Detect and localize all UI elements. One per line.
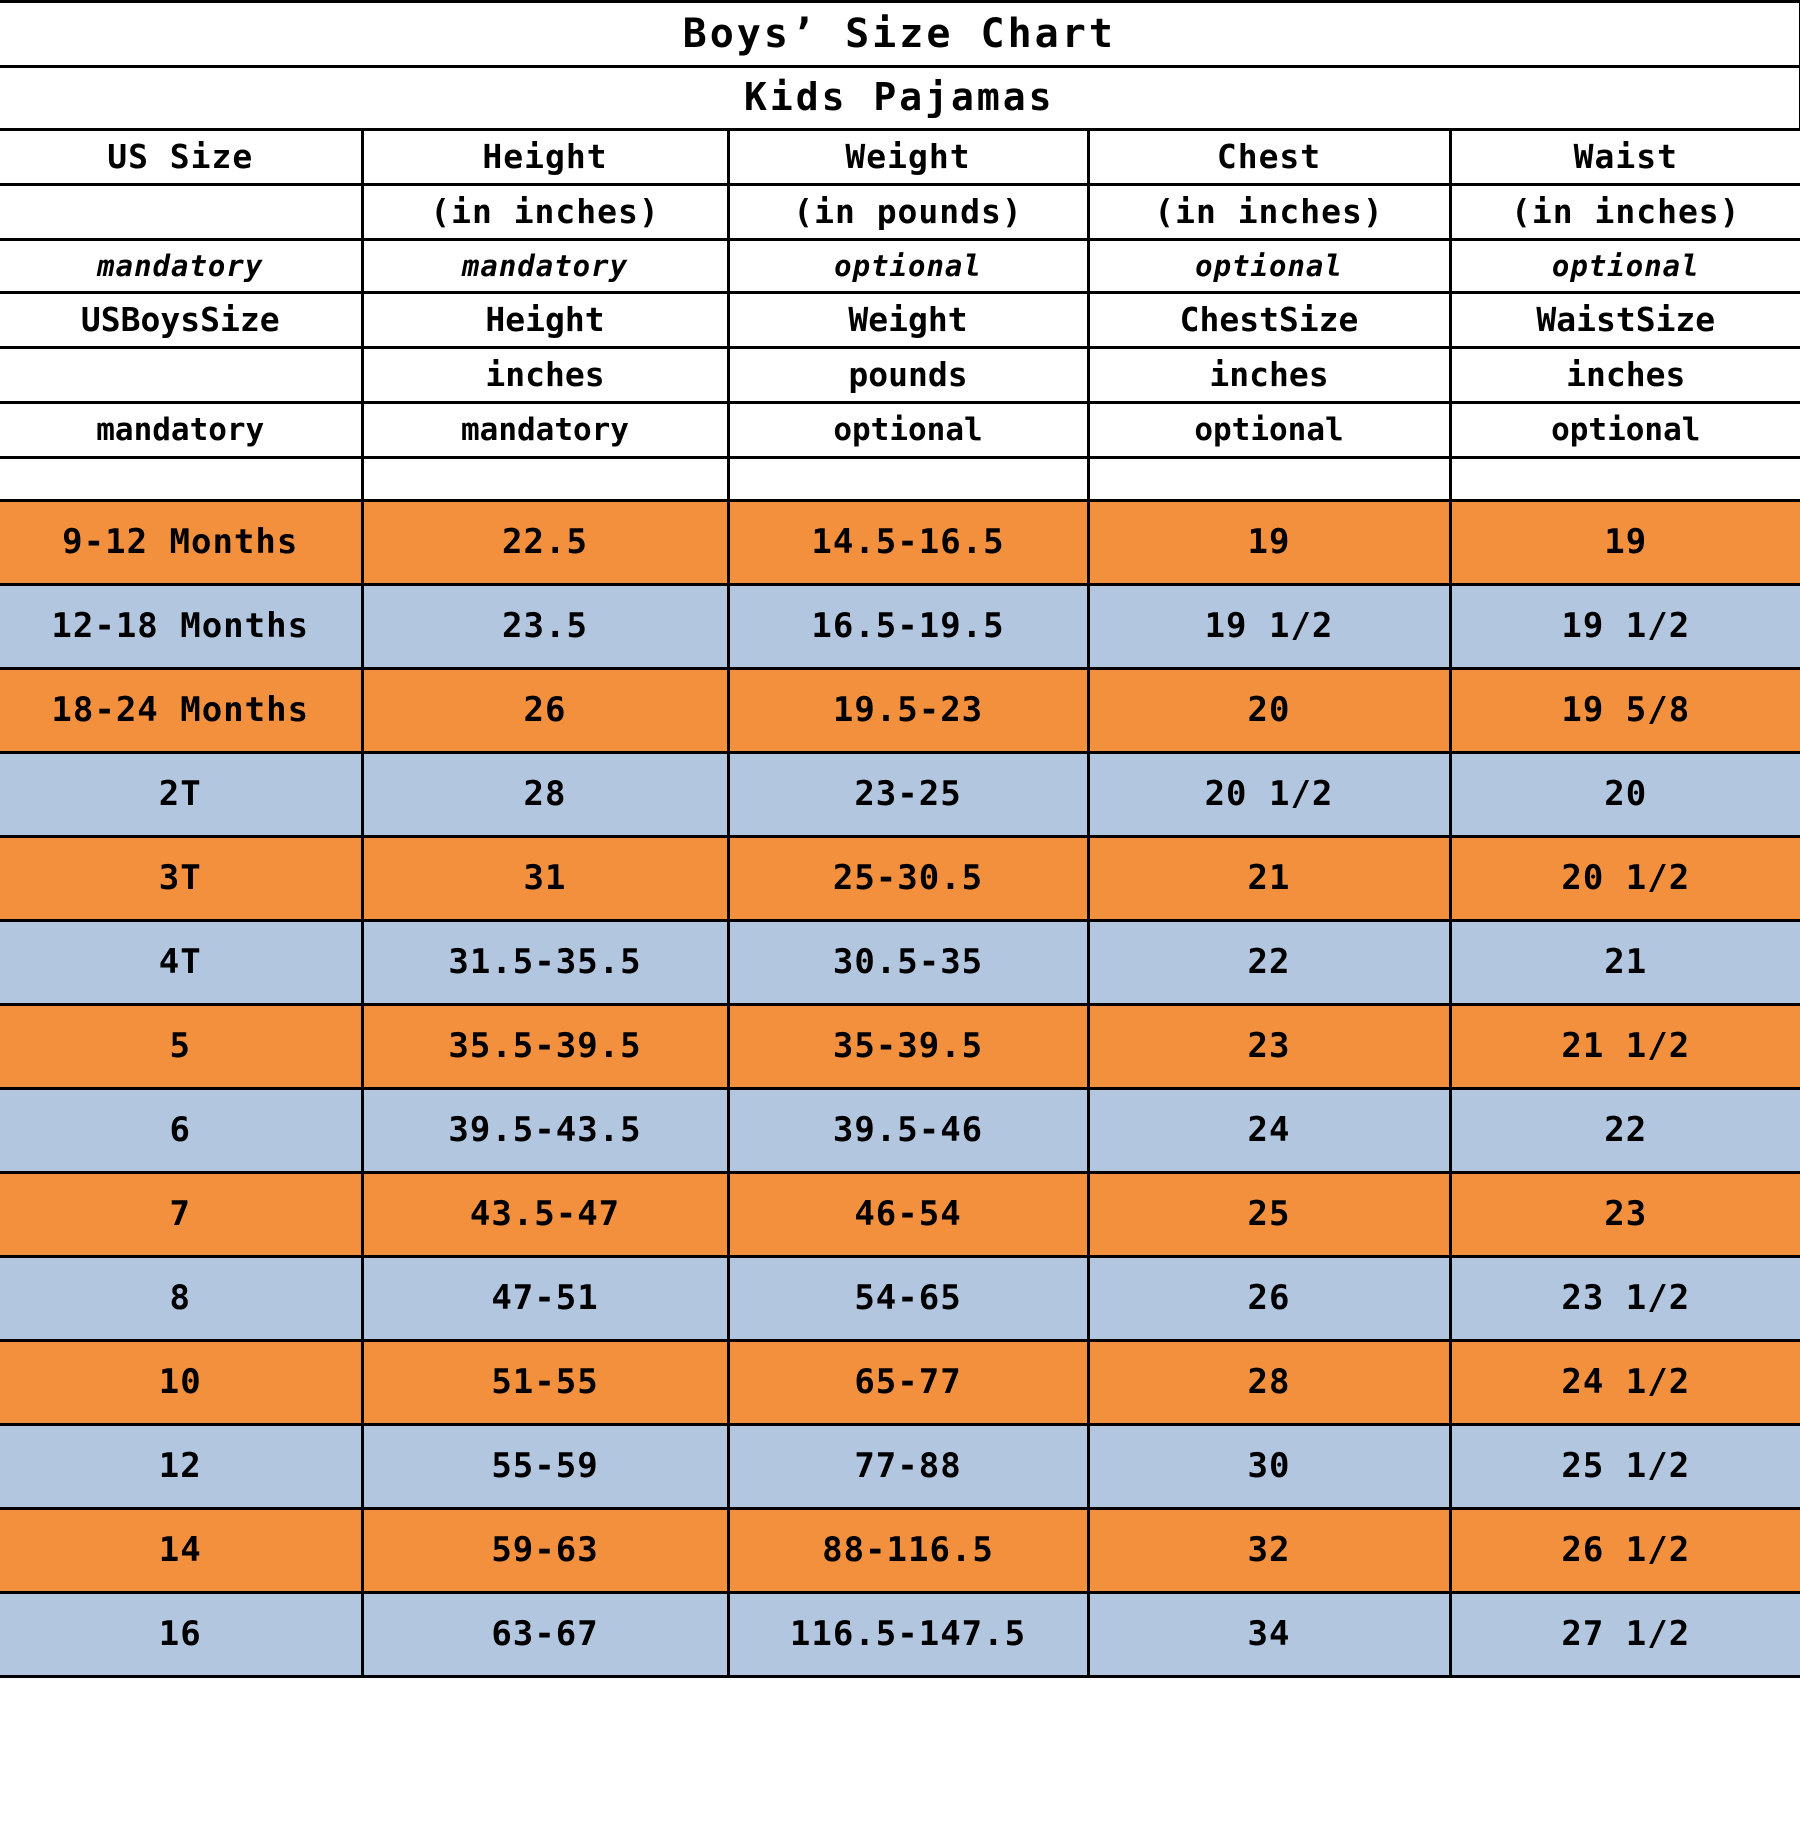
cell-height: 35.5-39.5 xyxy=(362,1005,728,1089)
header-row-notes-italic xyxy=(0,240,1800,293)
cell-height: 31.5-35.5 xyxy=(362,921,728,1005)
cell-weight: 65-77 xyxy=(728,1341,1088,1425)
cell-chest: 20 xyxy=(1088,669,1450,753)
field-name-us-boys-size: USBoysSize xyxy=(0,293,362,348)
cell-chest: 30 xyxy=(1088,1425,1450,1509)
cell-weight: 88-116.5 xyxy=(728,1509,1088,1593)
cell-weight: 23-25 xyxy=(728,753,1088,837)
field-unit-chest: inches xyxy=(1088,348,1450,403)
cell-size: 2T xyxy=(0,753,362,837)
cell-size: 18-24 Months xyxy=(0,669,362,753)
cell-size: 8 xyxy=(0,1257,362,1341)
table-row xyxy=(0,1341,1800,1425)
header-row-primary xyxy=(0,130,1800,185)
table-row xyxy=(0,1173,1800,1257)
cell-chest: 19 xyxy=(1088,501,1450,585)
field-note-waist: optional xyxy=(1450,403,1800,458)
note-waist: optional xyxy=(1450,240,1800,293)
cell-chest: 20 1/2 xyxy=(1088,753,1450,837)
unit-weight: (in pounds) xyxy=(728,185,1088,240)
note-chest: optional xyxy=(1088,240,1450,293)
cell-height: 26 xyxy=(362,669,728,753)
divider-cell-3 xyxy=(1088,458,1450,501)
table-row xyxy=(0,1089,1800,1173)
cell-height: 31 xyxy=(362,837,728,921)
header-body-divider xyxy=(0,458,1800,501)
cell-size: 10 xyxy=(0,1341,362,1425)
note-us-size: mandatory xyxy=(0,240,362,293)
cell-chest: 21 xyxy=(1088,837,1450,921)
field-unit-us-boys-size xyxy=(0,348,362,403)
cell-chest: 25 xyxy=(1088,1173,1450,1257)
note-weight: optional xyxy=(728,240,1088,293)
cell-weight: 19.5-23 xyxy=(728,669,1088,753)
cell-waist: 27 1/2 xyxy=(1450,1593,1800,1677)
unit-us-size xyxy=(0,185,362,240)
column-header-chest: Chest xyxy=(1088,130,1450,185)
cell-height: 23.5 xyxy=(362,585,728,669)
cell-chest: 32 xyxy=(1088,1509,1450,1593)
cell-waist: 20 xyxy=(1450,753,1800,837)
cell-height: 63-67 xyxy=(362,1593,728,1677)
cell-waist: 25 1/2 xyxy=(1450,1425,1800,1509)
cell-height: 43.5-47 xyxy=(362,1173,728,1257)
cell-weight: 14.5-16.5 xyxy=(728,501,1088,585)
cell-size: 7 xyxy=(0,1173,362,1257)
field-name-height: Height xyxy=(362,293,728,348)
divider-cell-4 xyxy=(1450,458,1800,501)
cell-waist: 20 1/2 xyxy=(1450,837,1800,921)
field-unit-height: inches xyxy=(362,348,728,403)
table-row xyxy=(0,585,1800,669)
header-row-secondary-notes xyxy=(0,403,1800,458)
divider-cell-2 xyxy=(728,458,1088,501)
cell-height: 28 xyxy=(362,753,728,837)
cell-size: 9-12 Months xyxy=(0,501,362,585)
column-header-height: Height xyxy=(362,130,728,185)
table-row xyxy=(0,501,1800,585)
cell-waist: 23 xyxy=(1450,1173,1800,1257)
cell-size: 4T xyxy=(0,921,362,1005)
field-unit-weight: pounds xyxy=(728,348,1088,403)
cell-size: 3T xyxy=(0,837,362,921)
cell-weight: 16.5-19.5 xyxy=(728,585,1088,669)
column-header-weight: Weight xyxy=(728,130,1088,185)
cell-chest: 24 xyxy=(1088,1089,1450,1173)
cell-waist: 19 xyxy=(1450,501,1800,585)
cell-weight: 116.5-147.5 xyxy=(728,1593,1088,1677)
divider-cell-0 xyxy=(0,458,362,501)
header-row-units xyxy=(0,185,1800,240)
column-header-waist: Waist xyxy=(1450,130,1800,185)
note-height: mandatory xyxy=(362,240,728,293)
cell-size: 14 xyxy=(0,1509,362,1593)
column-header-us-size: US Size xyxy=(0,130,362,185)
header-row-secondary-units xyxy=(0,348,1800,403)
cell-weight: 54-65 xyxy=(728,1257,1088,1341)
table-row xyxy=(0,669,1800,753)
cell-height: 47-51 xyxy=(362,1257,728,1341)
cell-height: 55-59 xyxy=(362,1425,728,1509)
cell-waist: 24 1/2 xyxy=(1450,1341,1800,1425)
unit-chest: (in inches) xyxy=(1088,185,1450,240)
table-row xyxy=(0,753,1800,837)
cell-waist: 19 1/2 xyxy=(1450,585,1800,669)
table-row xyxy=(0,1257,1800,1341)
cell-chest: 23 xyxy=(1088,1005,1450,1089)
chart-title-row xyxy=(0,2,1800,67)
field-name-waist-size: WaistSize xyxy=(1450,293,1800,348)
page-subtitle: Kids Pajamas xyxy=(0,67,1800,130)
field-note-chest: optional xyxy=(1088,403,1450,458)
cell-weight: 35-39.5 xyxy=(728,1005,1088,1089)
cell-weight: 39.5-46 xyxy=(728,1089,1088,1173)
cell-size: 16 xyxy=(0,1593,362,1677)
field-name-weight: Weight xyxy=(728,293,1088,348)
cell-chest: 26 xyxy=(1088,1257,1450,1341)
cell-waist: 23 1/2 xyxy=(1450,1257,1800,1341)
cell-height: 22.5 xyxy=(362,501,728,585)
chart-subtitle-row xyxy=(0,67,1800,130)
unit-height: (in inches) xyxy=(362,185,728,240)
cell-height: 59-63 xyxy=(362,1509,728,1593)
cell-height: 51-55 xyxy=(362,1341,728,1425)
table-row xyxy=(0,1005,1800,1089)
cell-weight: 30.5-35 xyxy=(728,921,1088,1005)
field-name-chest-size: ChestSize xyxy=(1088,293,1450,348)
cell-size: 6 xyxy=(0,1089,362,1173)
table-row xyxy=(0,837,1800,921)
cell-chest: 22 xyxy=(1088,921,1450,1005)
field-unit-waist: inches xyxy=(1450,348,1800,403)
cell-size: 5 xyxy=(0,1005,362,1089)
cell-waist: 21 xyxy=(1450,921,1800,1005)
cell-size: 12-18 Months xyxy=(0,585,362,669)
cell-chest: 28 xyxy=(1088,1341,1450,1425)
field-note-weight: optional xyxy=(728,403,1088,458)
unit-waist: (in inches) xyxy=(1450,185,1800,240)
cell-chest: 19 1/2 xyxy=(1088,585,1450,669)
table-row xyxy=(0,921,1800,1005)
field-note-height: mandatory xyxy=(362,403,728,458)
table-row xyxy=(0,1425,1800,1509)
cell-waist: 19 5/8 xyxy=(1450,669,1800,753)
cell-weight: 25-30.5 xyxy=(728,837,1088,921)
cell-height: 39.5-43.5 xyxy=(362,1089,728,1173)
cell-waist: 21 1/2 xyxy=(1450,1005,1800,1089)
header-row-secondary xyxy=(0,293,1800,348)
divider-cell-1 xyxy=(362,458,728,501)
field-note-us-boys-size: mandatory xyxy=(0,403,362,458)
cell-waist: 26 1/2 xyxy=(1450,1509,1800,1593)
cell-size: 12 xyxy=(0,1425,362,1509)
cell-weight: 46-54 xyxy=(728,1173,1088,1257)
cell-weight: 77-88 xyxy=(728,1425,1088,1509)
cell-waist: 22 xyxy=(1450,1089,1800,1173)
page-title: Boys’ Size Chart xyxy=(0,2,1800,67)
table-row xyxy=(0,1593,1800,1677)
cell-chest: 34 xyxy=(1088,1593,1450,1677)
table-row xyxy=(0,1509,1800,1593)
